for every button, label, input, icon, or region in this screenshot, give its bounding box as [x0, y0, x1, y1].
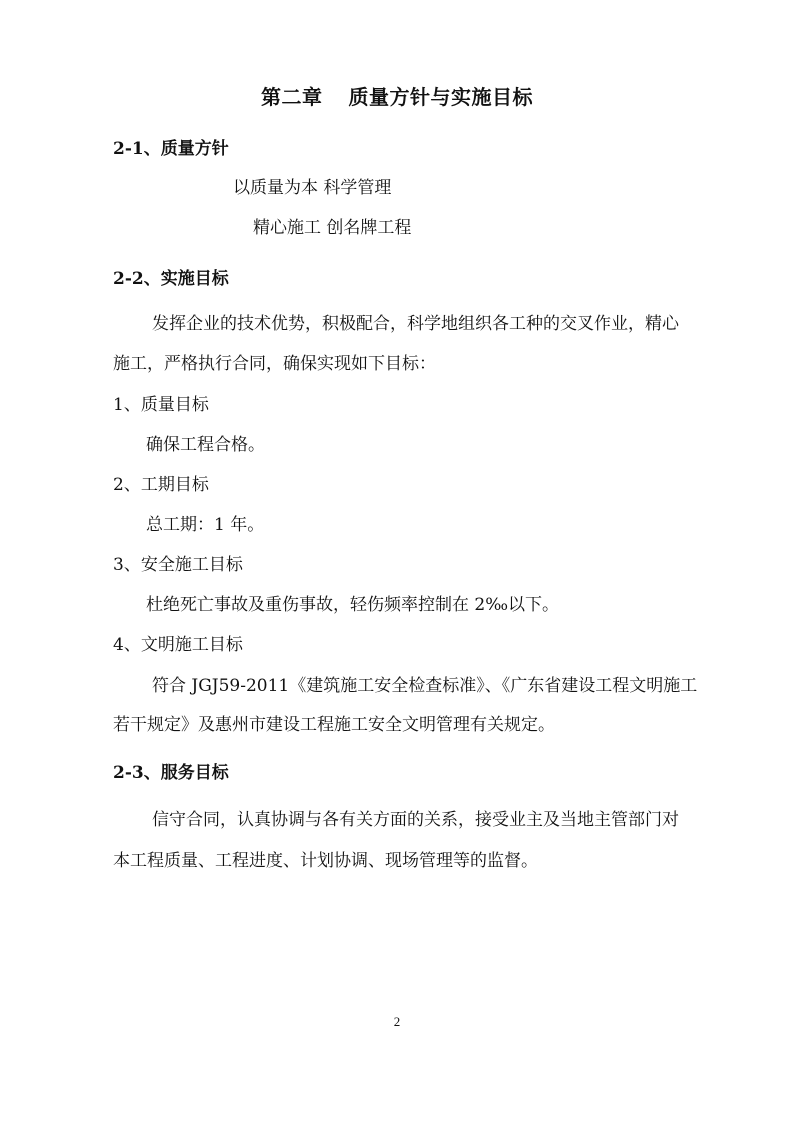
objectives-intro-line-2: 施工，严格执行合同，确保实现如下目标： — [113, 354, 436, 374]
section-heading-objectives: 2-2、实施目标 — [113, 269, 229, 289]
item-text-quality: 确保工程合格。 — [146, 435, 265, 455]
item-text-schedule: 总工期：1 年。 — [146, 515, 265, 535]
service-text-line-1: 信守合同，认真协调与各有关方面的关系，接受业主及当地主管部门对 — [152, 810, 679, 830]
item-text-safety: 杜绝死亡事故及重伤事故，轻伤频率控制在 2‰以下。 — [146, 595, 560, 615]
section-heading-service: 2-3、服务目标 — [113, 763, 229, 783]
chapter-number: 第二章 — [261, 85, 323, 109]
item-heading-quality: 1、质量目标 — [113, 395, 209, 415]
page-number: 2 — [393, 1014, 401, 1029]
item-heading-schedule: 2、工期目标 — [113, 475, 209, 495]
item-heading-civilized: 4、文明施工目标 — [113, 635, 243, 655]
chapter-title — [0, 86, 794, 108]
motto-line-1: 以质量为本 科学管理 — [233, 178, 392, 198]
motto-line-2: 精心施工 创名牌工程 — [253, 218, 412, 238]
service-text-line-2: 本工程质量、工程进度、计划协调、现场管理等的监督。 — [113, 851, 538, 871]
item-heading-safety: 3、安全施工目标 — [113, 555, 243, 575]
section-heading-quality-policy: 2-1、质量方针 — [113, 139, 229, 159]
chapter-heading: 质量方针与实施目标 — [348, 85, 533, 109]
item-text-civilized-line-1: 符合 JGJ59-2011《建筑施工安全检查标准》、《广东省建设工程文明施工 — [152, 676, 698, 696]
item-text-civilized-line-2: 若干规定》及惠州市建设工程施工安全文明管理有关规定。 — [113, 715, 555, 735]
objectives-intro-line-1: 发挥企业的技术优势，积极配合，科学地组织各工种的交叉作业，精心 — [152, 314, 679, 334]
